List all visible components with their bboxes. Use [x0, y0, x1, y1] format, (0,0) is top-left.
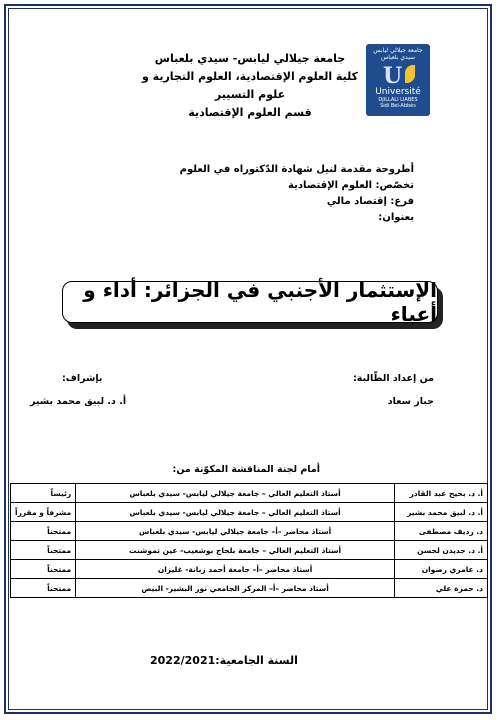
member-affiliation: أستاذ محاضر –أ– جامعة أحمد زبانة- غليزان	[76, 560, 395, 579]
table-row	[11, 541, 488, 560]
institution-header	[130, 50, 370, 122]
logo-city: Sidi Bel-Abbès	[380, 103, 416, 109]
logo-emblem-icon: U	[381, 63, 415, 87]
member-name: د. عامري رضوان	[395, 560, 488, 579]
member-name: د. حمزة علي	[395, 579, 488, 598]
thesis-degree: أطروحة مقدمة لنيل شهادة الدّكتوراه في العلوم	[179, 164, 414, 175]
table-row	[11, 484, 488, 503]
thesis-info	[180, 162, 414, 226]
member-name: د. رديف مصطفى	[395, 522, 488, 541]
thesis-branch: فرع: إقتصاد مالي	[326, 196, 414, 207]
member-affiliation: أستاذ التعليم العالي – جامعة جيلالي ليابس- سيدي بلعباس	[76, 503, 395, 522]
department-name: قسم العلوم الإقتصادية	[188, 106, 312, 119]
member-affiliation: أستاذ التعليم العالي – جامعة جيلالي ليابس- سيدي بلعباس	[76, 484, 395, 503]
member-role: ممتحناً	[11, 560, 76, 579]
prepared-by-label: من إعداد الطّالبة:	[352, 373, 434, 384]
member-affiliation: أستاذ محاضر –أ– جامعة جيلالي ليابس- سيدي بلعباس	[76, 522, 395, 541]
thesis-specialty: تخصّص: العلوم الإقتصادية	[288, 180, 414, 191]
thesis-title: الإستثمار الأجنبي في الجزائر: أداء و أعباء	[83, 278, 437, 326]
table-row	[11, 560, 488, 579]
member-name: أ. د. لبيق محمد بشير	[395, 503, 488, 522]
member-name: أ. د. بحيح عبد القادر	[395, 484, 488, 503]
supervision-label: بإشراف:	[62, 373, 103, 384]
university-logo	[366, 44, 430, 116]
logo-arabic-text: جامعة جيلالي ليابس سيدي بلعباس	[373, 47, 423, 61]
faculty-name: كلية العلوم الإقتصادية، العلوم التجارية و علوم التسيير	[142, 70, 358, 101]
student-name: جبار سعاد	[387, 396, 434, 407]
member-role: مشرفاً و مقرراً	[11, 503, 76, 522]
member-role: ممتحناً	[11, 522, 76, 541]
university-name: جامعة جيلالي ليابس- سيدي بلعباس	[154, 52, 346, 65]
member-name: أ. د. جديدن لحسن	[395, 541, 488, 560]
thesis-title-label: بعنوان:	[378, 212, 414, 223]
logo-name: Université	[375, 87, 421, 97]
member-role: ممتحناً	[11, 541, 76, 560]
committee-label: أمام لجنة المناقشة المكوّنة من:	[172, 464, 320, 475]
member-role: ممتحناً	[11, 579, 76, 598]
member-affiliation: أستاذ محاضر –أ– المركز الجامعي نور البشير- البيض	[76, 579, 395, 598]
member-role: رئيساً	[11, 484, 76, 503]
thesis-title-box	[62, 278, 438, 326]
logo-subname: DJILLALI LIABES	[378, 97, 418, 103]
member-affiliation: أستاذ التعليم العالي – جامعة بلحاج بوشعيب- عين تموشنت	[76, 541, 395, 560]
table-row	[11, 503, 488, 522]
academic-year: السنة الجامعية:2022/2021	[150, 654, 298, 667]
supervisor-name: أ. د. لبيق محمد بشير	[30, 396, 127, 407]
table-row	[11, 579, 488, 598]
committee-table	[10, 483, 488, 598]
table-row	[11, 522, 488, 541]
